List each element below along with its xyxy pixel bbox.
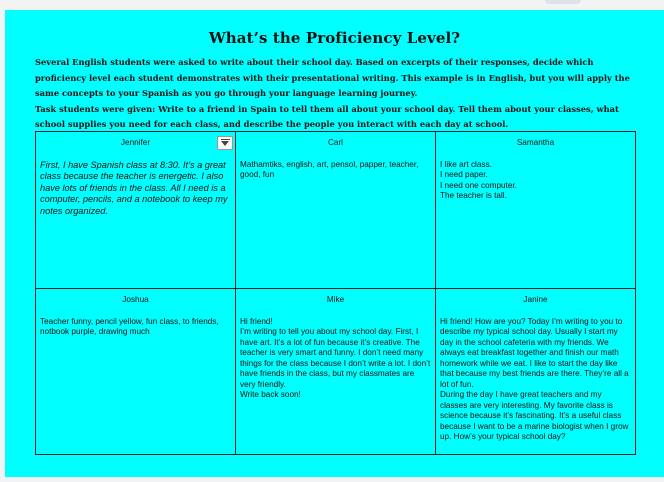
dropdown-arrow-icon[interactable]: [217, 136, 233, 150]
student-response-line: I need one computer.: [440, 180, 517, 190]
student-name: Joshua: [122, 295, 149, 304]
slide-title: What’s the Proficiency Level?: [208, 29, 461, 47]
intro-paragraph: Several English students were asked to write about their school day. Based on excerpts of their responses, decide which proficiency level each student demonstrates with their presentational writing. This example is in English, but you will apply the same concepts to your Spanish as you go through your language learning journey.: [35, 57, 630, 98]
task-paragraph: Task students were given: Write to a friend in Spain to tell them all about your school day. Tell them about your classes, what school supplies you need for each class, and describe the people you interact with each day at school.: [35, 103, 619, 129]
student-response-line: During the day I have great teachers and my classes are very interesting. My favorite class is science because it’s fascinating. It’s a useful class because I want to be a marine biologist when I grow up. How’s your typical school day?: [440, 390, 629, 441]
student-response: Teacher funny, pencil yellow, fun class, to friends, notbook purple, drawing much: [40, 316, 219, 336]
toolbar-tab-indicator: [545, 0, 581, 4]
student-cell-samantha[interactable]: [436, 132, 636, 289]
student-name: Jennifer: [120, 138, 151, 147]
student-cell-jennifer[interactable]: [36, 132, 236, 289]
student-cell-joshua[interactable]: [36, 289, 236, 455]
student-response-line: Hi friend!: [240, 316, 273, 326]
student-response-line: I’m writing to tell you about my school day. First, I have art. It’s a lot of fun because it’s creative. The teacher is very smart and funny. I don’t need many things for the class because I don’t write a lot. I don’t have friends in the class, but my classmates are very friendly.: [240, 327, 431, 389]
student-cell-mike[interactable]: [236, 289, 436, 455]
student-name: Samantha: [516, 138, 555, 147]
student-response: First, I have Spanish class at 8:30. It’s a great class because the teacher is energetic. I also have lots of friends in the class. All I need is a computer, pencils, and a notebook to keep my notes organized.: [40, 159, 228, 216]
student-cell-janine[interactable]: [436, 289, 636, 455]
student-response-line: Write back soon!: [240, 390, 301, 399]
student-response-table: [35, 131, 636, 455]
intro-text: [35, 55, 635, 133]
student-response-line: The teacher is tall.: [440, 191, 507, 200]
student-response: Mathamtiks, english, art, pensol, papper, teacher, good, fun: [240, 159, 419, 179]
student-cell-carl[interactable]: [236, 132, 436, 289]
student-name: Carl: [327, 138, 343, 147]
student-name: Mike: [326, 295, 345, 304]
student-response-line: I like art class.: [440, 159, 492, 169]
student-response-line: I need paper.: [440, 170, 488, 179]
student-name: Janine: [523, 295, 548, 304]
slide-canvas: [5, 10, 664, 477]
student-response-line: Hi friend! How are you? Today I’m writing to you to describe my typical school day. Usually I start my day in the school cafeteria with my friends. We always eat breakfast together and finish our math homework while we eat. I like to start the day like that because my best friends are there. They’re all a lot of fun.: [440, 316, 629, 389]
